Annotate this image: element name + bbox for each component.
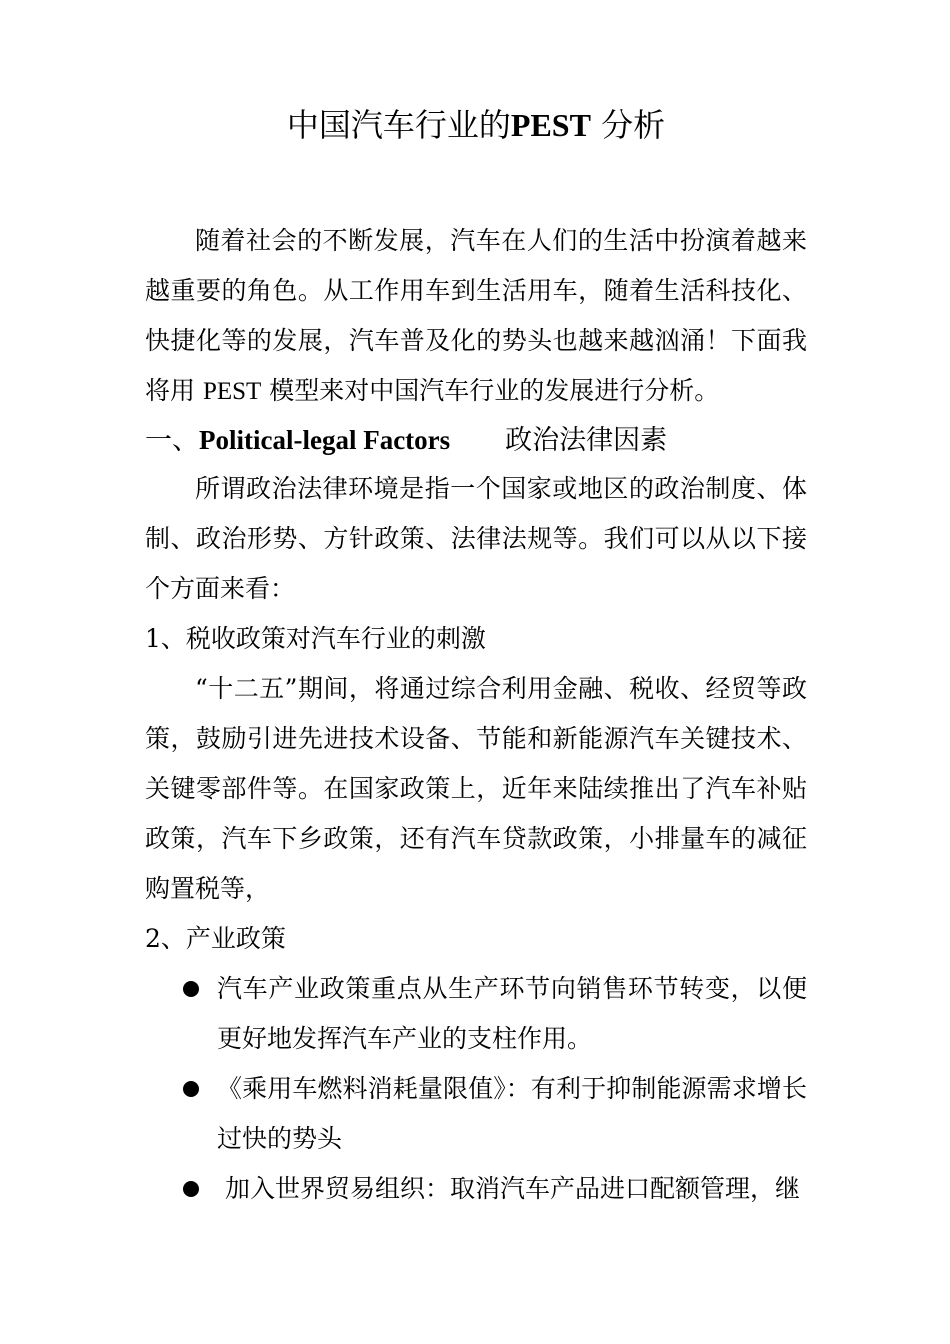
list-item (145, 1064, 807, 1164)
bullet-dot-icon (183, 1081, 199, 1097)
intro-text-2: 模型来对中国汽车行业的发展进行分析。 (261, 376, 720, 405)
list-item (145, 964, 807, 1064)
section-title-zh: 政治法律因素 (505, 425, 668, 456)
intro-latin: PEST (202, 378, 262, 405)
list-item-text: 加入世界贸易组织：取消汽车产品进口配额管理，继 (224, 1174, 800, 1203)
title-bold: PEST (510, 107, 591, 143)
subsection-1-paragraph: “十二五”期间，将通过综合利用金融、税收、经贸等政策，鼓励引进先进技术设备、节能和新能源汽车关键技术、关键零部件等。在国家政策上，近年来陆续推出了汽车补贴政策，汽车下乡政策，还有汽车贷款政策，小排量车的减征购置税等， (145, 674, 807, 903)
section-heading (145, 417, 807, 464)
section-title-en: Political-legal Factors (199, 425, 451, 455)
subsection-1-title: 1、税收政策对汽车行业的刺激 (145, 624, 486, 653)
intro-paragraph (145, 216, 807, 417)
section-number: 一、 (145, 425, 199, 456)
document-title (145, 100, 807, 150)
title-suffix: 分析 (601, 106, 666, 144)
list-item-text: 汽车产业政策重点从生产环节向销售环节转变，以便更好地发挥汽车产业的支柱作用。 (217, 974, 807, 1053)
bullet-dot-icon (183, 981, 199, 997)
list-item (145, 1164, 807, 1214)
subsection-2-title: 2、产业政策 (145, 924, 286, 953)
section-paragraph: 所谓政治法律环境是指一个国家或地区的政治制度、体制、政治形势、方针政策、法律法规等。我们可以从以下接个方面来看： (145, 474, 807, 603)
title-prefix: 中国汽车行业的 (286, 106, 511, 144)
bullet-dot-icon (183, 1181, 199, 1197)
document-page (145, 100, 807, 1214)
list-item-text: 《乘用车燃料消耗量限值》：有利于抑制能源需求增长过快的势头 (217, 1074, 807, 1153)
intro-text-1: 随着社会的不断发展，汽车在人们的生活中扮演着越来越重要的角色。从工作用车到生活用车，随着生活科技化、快捷化等的发展，汽车普及化的势头也越来越汹涌！下面我将用 (145, 226, 807, 405)
bullet-list (145, 964, 807, 1214)
